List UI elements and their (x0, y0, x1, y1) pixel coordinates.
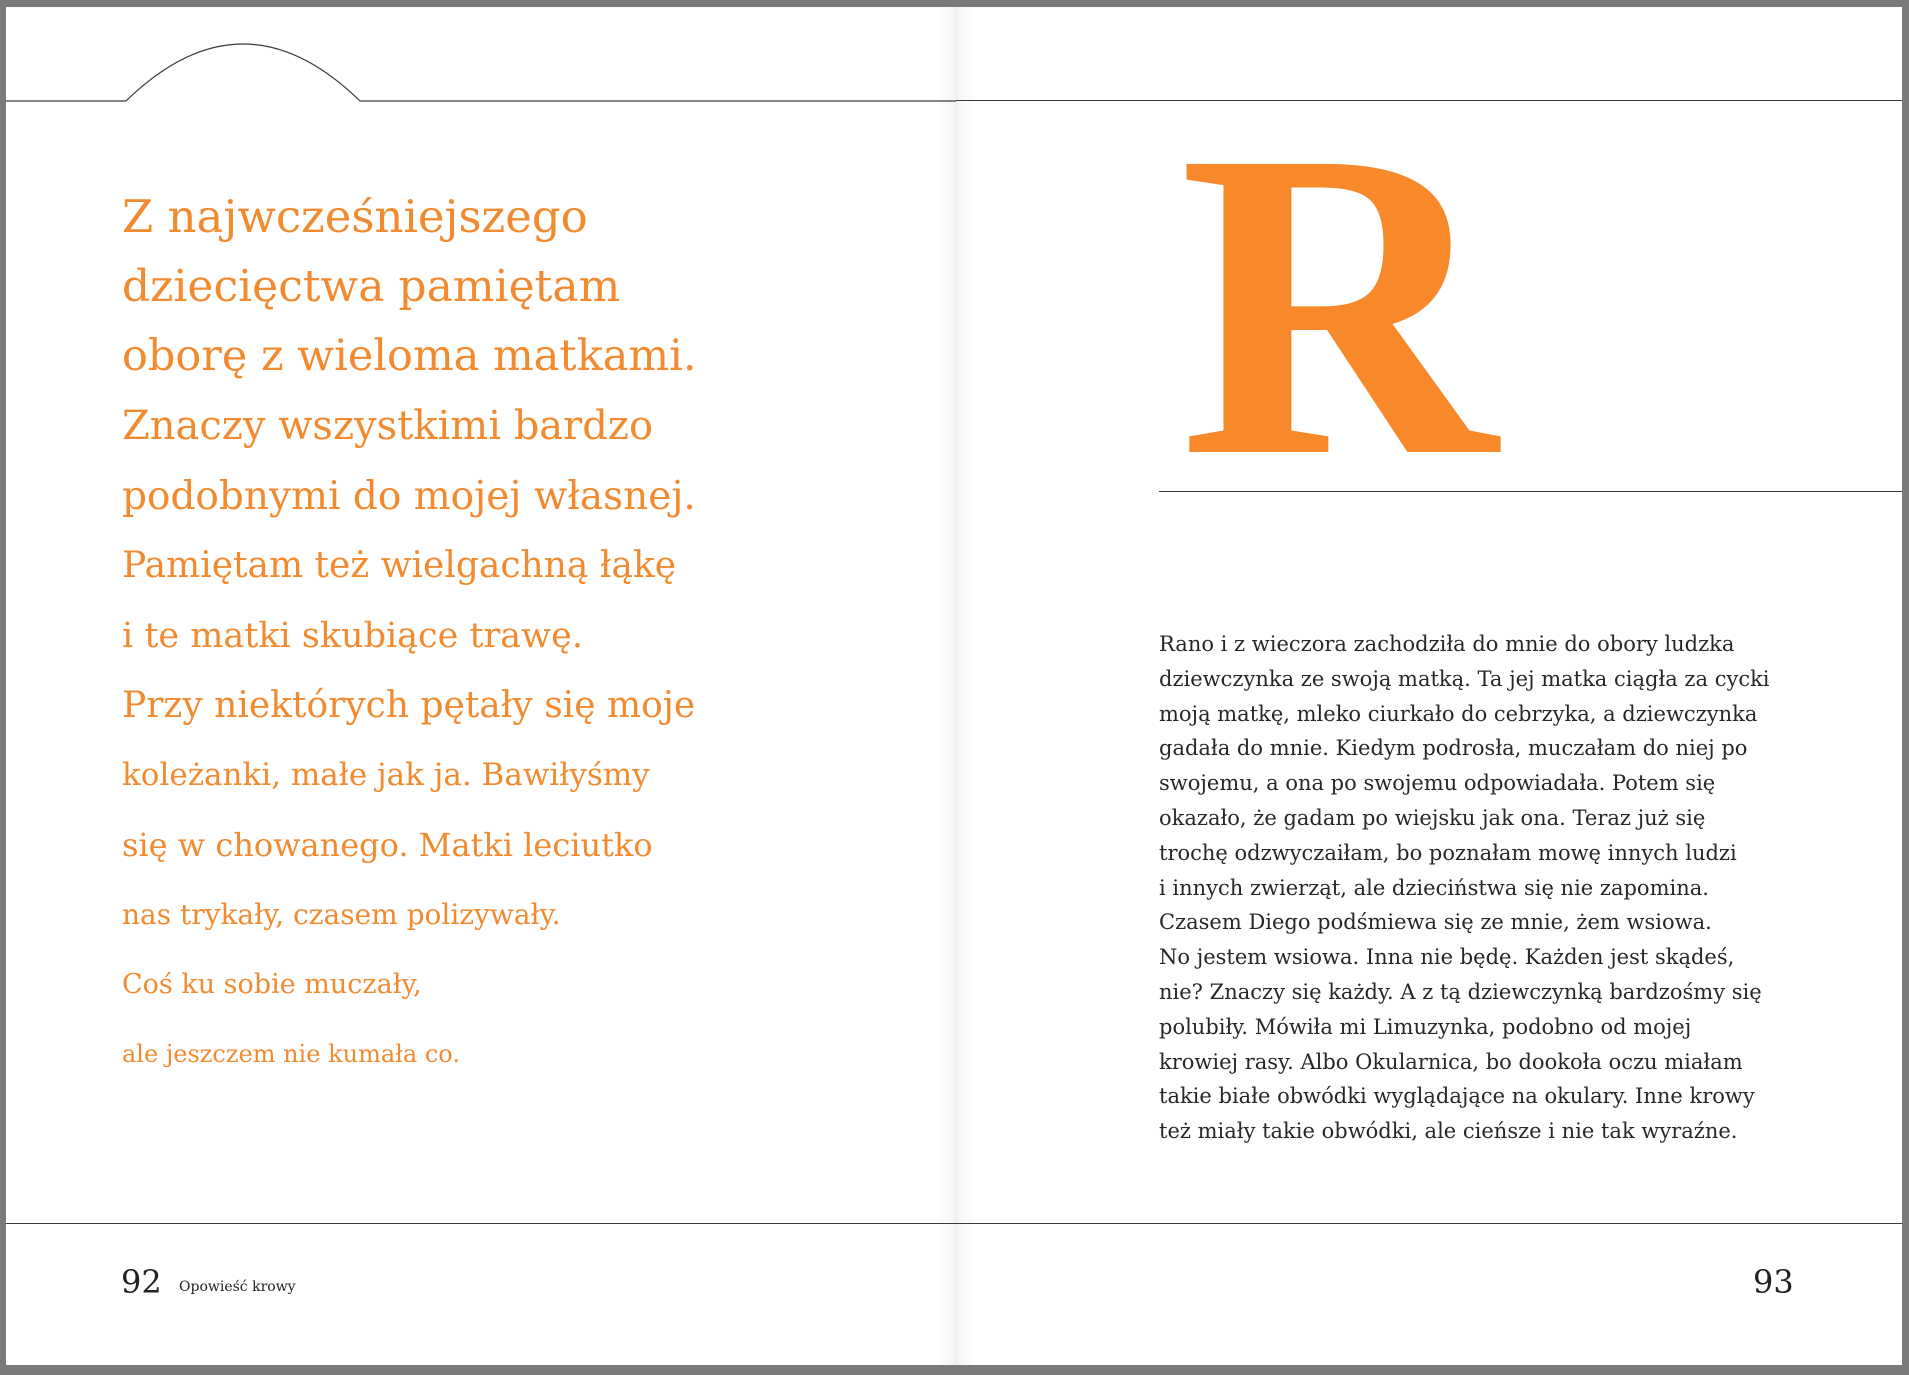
pull-quote-line: i te matki skubiące trawę. (122, 615, 583, 656)
drop-cap: R (1179, 61, 1497, 548)
body-line: moją matkę, mleko ciurkało do cebrzyka, a dziewczynka (1159, 701, 1758, 726)
pull-quote-line: Pamiętam też wielgachną łąkę (122, 545, 677, 587)
pull-quote-line: się w chowanego. Matki leciutko (122, 826, 653, 865)
pull-quote-line: Przy niektórych pętały się moje (122, 684, 696, 726)
body-line: trochę odzwyczaiłam, bo poznałam mowę innych ludzi (1159, 840, 1737, 865)
pull-quote-line: ale jeszczem nie kumała co. (122, 1040, 460, 1069)
body-text (1159, 627, 1839, 1149)
body-line: okazało, że gadam po wiejsku jak ona. Teraz już się (1159, 805, 1706, 830)
body-line: Czasem Diego podśmiewa się ze mnie, żem wsiowa. (1159, 910, 1712, 935)
body-line: też miały takie obwódki, ale cieńsze i nie tak wyraźne. (1159, 1119, 1738, 1144)
header-arch-decoration (6, 7, 956, 117)
body-line: polubiły. Mówiła mi Limuzynka, podobno od mojej (1159, 1014, 1692, 1039)
pull-quote-line: Z najwcześniejszego (122, 190, 588, 244)
pull-quote (122, 182, 902, 1089)
pull-quote-line: podobnymi do mojej własnej. (122, 473, 696, 519)
body-line: dziewczynka ze swoją matką. Ta jej matka ciągła za cycki (1159, 666, 1770, 691)
pull-quote-line: Znaczy wszystkimi bardzo (122, 403, 654, 450)
pull-quote-line: dziecięctwa pamiętam (122, 261, 621, 313)
body-line: i innych zwierząt, ale dzieciństwa się nie zapomina. (1159, 875, 1709, 900)
footer-rule (956, 1223, 1902, 1224)
left-page (6, 7, 956, 1365)
pull-quote-line: oborę z wieloma matkami. (122, 331, 697, 382)
book-spread (6, 7, 1902, 1365)
body-line: takie białe obwódki wyglądające na okulary. Inne krowy (1159, 1084, 1755, 1109)
body-line: krowiej rasy. Albo Okularnica, bo dookoła oczu miałam (1159, 1049, 1743, 1074)
page-number: 93 (1753, 1263, 1794, 1301)
body-line: gadała do mnie. Kiedym podrosła, muczałam do niej po (1159, 736, 1748, 761)
body-line: swojemu, a ona po swojemu odpowiadała. Potem się (1159, 771, 1716, 796)
page-number: 92 (121, 1263, 162, 1301)
footer-rule (6, 1223, 956, 1224)
body-line: nie? Znaczy się każdy. A z tą dziewczynką bardzośmy się (1159, 979, 1762, 1004)
running-title: Opowieść krowy (179, 1279, 296, 1295)
pull-quote-line: Coś ku sobie muczały, (122, 969, 422, 1001)
pull-quote-line: koleżanki, małe jak ja. Bawiłyśmy (122, 757, 650, 794)
pull-quote-line: nas trykały, czasem polizywały. (122, 898, 561, 932)
body-line: No jestem wsiowa. Inna nie będę. Każden jest skądeś, (1159, 945, 1735, 970)
body-line: Rano i z wieczora zachodziła do mnie do obory ludzka (1159, 632, 1735, 656)
